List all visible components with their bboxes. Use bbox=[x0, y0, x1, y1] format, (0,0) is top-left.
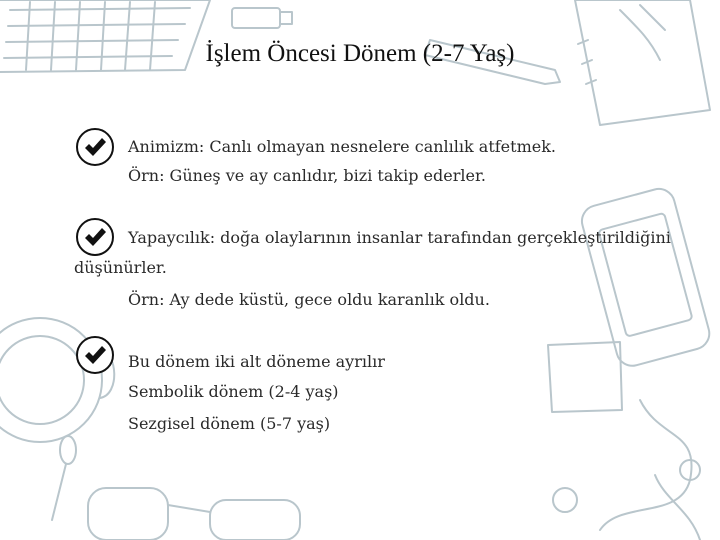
check-circle-icon bbox=[76, 336, 114, 374]
bullet-2-line-2: düşünürler. bbox=[74, 258, 167, 277]
check-circle-icon bbox=[76, 218, 114, 256]
bullet-1-line-2: Örn: Güneş ve ay canlıdır, bizi takip ederler. bbox=[128, 166, 486, 185]
glasses-doodle bbox=[88, 488, 300, 540]
spoon-doodle bbox=[52, 436, 76, 520]
slide-title: İşlem Öncesi Dönem (2-7 Yaş) bbox=[205, 40, 515, 67]
phone-doodle bbox=[578, 185, 712, 369]
usb-doodle bbox=[232, 8, 292, 28]
sticky-note-doodle bbox=[548, 342, 622, 412]
bullet-2-line-3: Örn: Ay dede küstü, gece oldu karanlık oldu. bbox=[128, 290, 490, 309]
bullet-3-line-1: Bu dönem iki alt döneme ayrılır bbox=[128, 352, 385, 371]
earphones-doodle bbox=[553, 400, 700, 540]
bullet-2-line-1: Yapaycılık: doğa olaylarının insanlar tarafından gerçekleştirildiğini bbox=[128, 228, 671, 247]
bullet-3-line-2: Sembolik dönem (2-4 yaş) bbox=[128, 382, 339, 401]
bullet-3-line-3: Sezgisel dönem (5-7 yaş) bbox=[128, 414, 331, 433]
check-circle-icon bbox=[76, 128, 114, 166]
bullet-1-line-1: Animizm: Canlı olmayan nesnelere canlılık atfetmek. bbox=[128, 137, 556, 156]
